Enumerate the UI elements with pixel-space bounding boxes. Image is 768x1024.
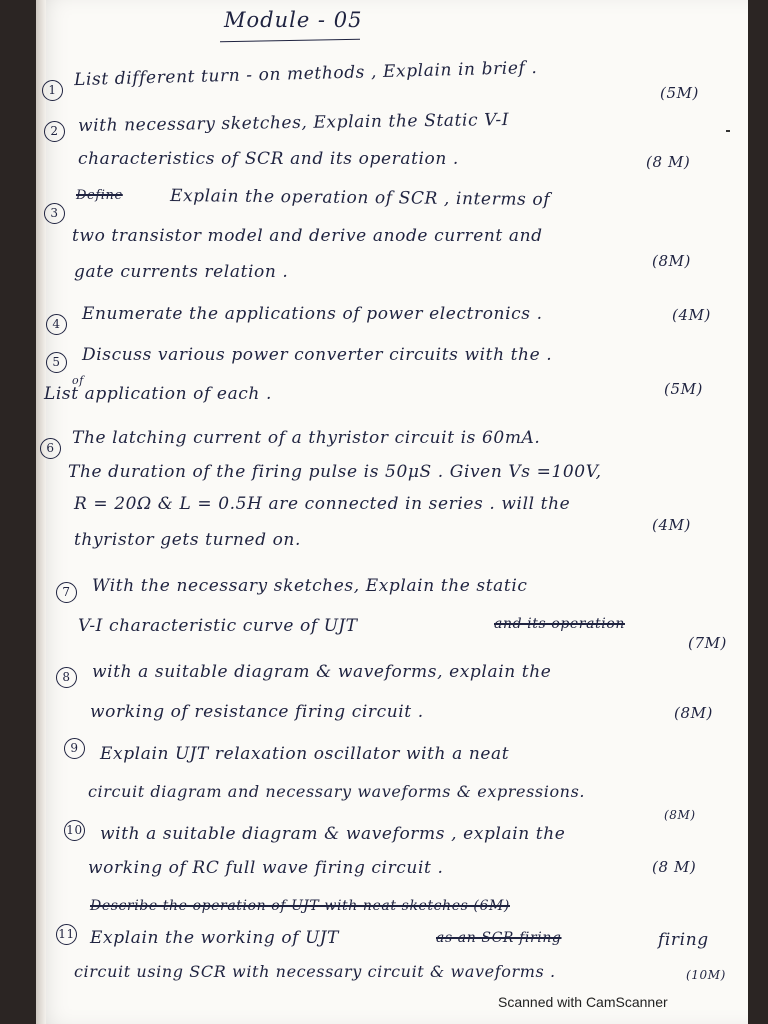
page-fold xyxy=(36,0,46,1024)
question-marks: (8M) xyxy=(664,808,696,822)
question-number: 6 xyxy=(40,438,61,459)
question-number: 2 xyxy=(44,121,65,142)
question-text: with a suitable diagram & waveforms , explain the xyxy=(100,824,566,844)
ink-dot xyxy=(726,130,730,132)
question-marks: (8M) xyxy=(674,704,714,722)
question-number: 3 xyxy=(44,203,65,224)
question-marks: (4M) xyxy=(652,516,692,534)
question-text: R = 20Ω & L = 0.5H are connected in series . will the xyxy=(74,494,571,514)
question-text: The latching current of a thyristor circuit is 60mA. xyxy=(72,428,541,448)
question-text: working of RC full wave firing circuit . xyxy=(88,858,444,878)
question-marks: (8 M) xyxy=(646,153,691,171)
struck-phrase: and its operation xyxy=(494,616,625,632)
question-text: gate currents relation . xyxy=(74,262,289,282)
page-title: Module - 05 xyxy=(224,8,363,32)
question-marks: (8 M) xyxy=(652,858,697,876)
question-number: 8 xyxy=(56,667,77,688)
struck-phrase: as an SCR firing xyxy=(436,930,562,946)
struck-word: Define xyxy=(76,188,123,203)
insert-mark: of xyxy=(72,374,84,387)
question-number: 9 xyxy=(64,738,85,759)
question-text: V-I characteristic curve of UJT xyxy=(78,616,358,636)
question-number: 10 xyxy=(64,820,85,841)
question-text: thyristor gets turned on. xyxy=(74,530,301,550)
question-number: 5 xyxy=(46,352,67,373)
question-text: two transistor model and derive anode current and xyxy=(72,226,543,246)
question-marks: (10M) xyxy=(686,968,726,982)
question-text: circuit using SCR with necessary circuit & waveforms . xyxy=(74,962,556,981)
question-text: List application of each . xyxy=(44,384,272,404)
question-text: With the necessary sketches, Explain the static xyxy=(92,576,528,596)
question-text: circuit diagram and necessary waveforms & expressions. xyxy=(88,782,586,801)
question-text: Explain the working of UJT xyxy=(90,928,339,948)
question-text: working of resistance firing circuit . xyxy=(90,702,424,722)
question-marks: (4M) xyxy=(672,306,712,324)
question-marks: (8M) xyxy=(652,252,692,270)
question-marks: (5M) xyxy=(660,84,700,102)
question-text: Discuss various power converter circuits with the . xyxy=(82,345,553,365)
scanner-watermark: Scanned with CamScanner xyxy=(498,994,668,1010)
question-number: 11 xyxy=(56,924,77,945)
question-text: firing xyxy=(658,930,709,950)
question-text: Enumerate the applications of power electronics . xyxy=(82,304,543,324)
question-marks: (7M) xyxy=(688,634,728,652)
question-text: with a suitable diagram & waveforms, explain the xyxy=(92,662,552,682)
question-text: with necessary sketches, Explain the Static V-I xyxy=(77,109,510,137)
question-text: Explain UJT relaxation oscillator with a neat xyxy=(100,744,510,764)
question-number: 7 xyxy=(56,582,77,603)
question-marks: (5M) xyxy=(664,380,704,398)
question-number: 4 xyxy=(46,314,67,335)
question-text: List different turn - on methods , Explain in brief . xyxy=(73,57,538,91)
question-text: The duration of the firing pulse is 50μS . Given Vs =100V, xyxy=(68,462,602,482)
question-text: Explain the operation of SCR , interms of xyxy=(169,186,551,210)
struck-line: Describe the operation of UJT with neat sketches (6M) xyxy=(90,898,510,914)
question-text: characteristics of SCR and its operation . xyxy=(78,149,459,169)
question-number: 1 xyxy=(42,80,63,101)
